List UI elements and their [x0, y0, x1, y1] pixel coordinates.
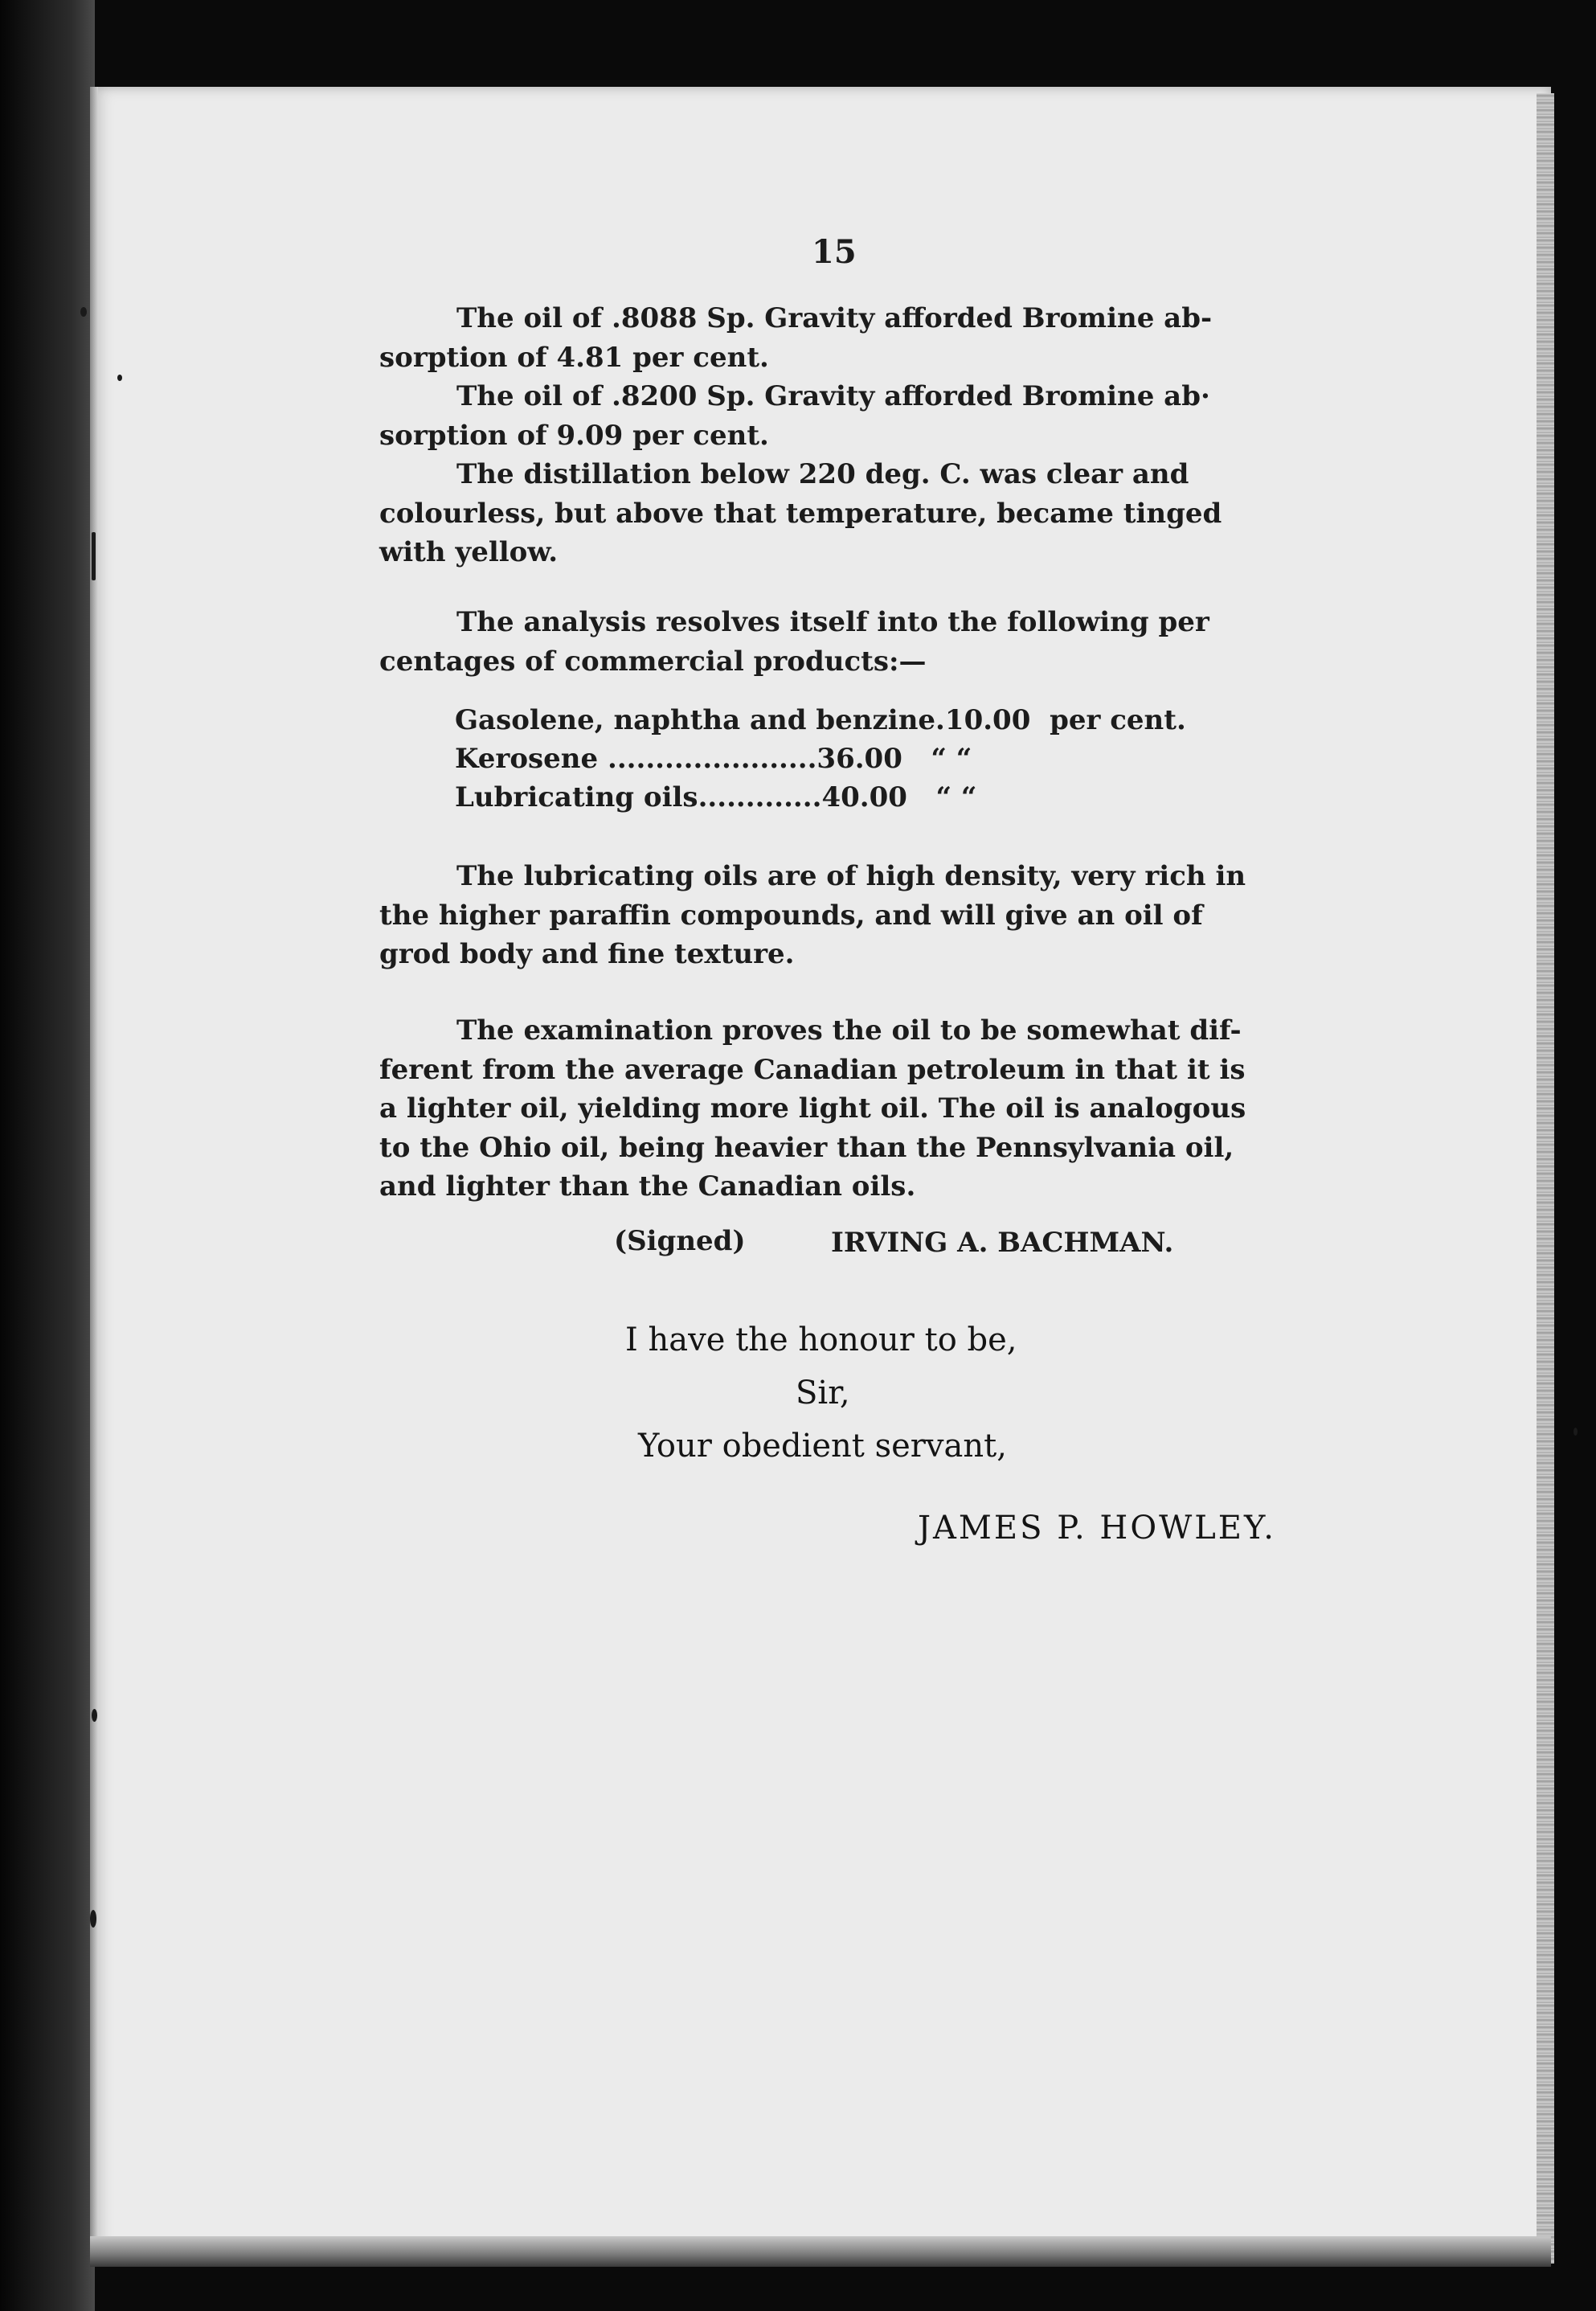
author-name: JAMES P. HOWLEY. [918, 1510, 1276, 1547]
paragraph-examination [379, 1011, 1284, 1207]
text-line: The analysis resolves itself into the following per [456, 606, 1209, 638]
speck [92, 1709, 97, 1722]
text-line: with yellow. [379, 536, 559, 568]
closing-line-sir: Sir, [796, 1375, 850, 1412]
paragraph-bromine-8088 [379, 299, 1284, 377]
closing-line-servant: Your obedient servant, [638, 1428, 1007, 1465]
page-number: 15 [812, 233, 857, 271]
product-label: Kerosene ...................... [455, 743, 817, 775]
text-line: The lubricating oils are of high density, very rich in [456, 860, 1246, 892]
paragraph-bromine-8200 [379, 377, 1284, 455]
signatory-name: IRVING A. BACHMAN. [831, 1227, 1174, 1259]
paragraph-analysis [379, 603, 1284, 681]
product-value: 36.00 [816, 743, 902, 775]
product-value: 40.00 [821, 781, 907, 813]
page-fold [90, 87, 98, 2267]
product-unit: per cent. [1050, 704, 1186, 736]
page-right-edge [1537, 93, 1554, 2264]
text-line: The distillation below 220 deg. C. was clear and [456, 458, 1189, 490]
text-line: and lighter than the Canadian oils. [379, 1170, 916, 1203]
text-line: centages of commercial products:— [379, 645, 927, 678]
closing-line-honour: I have the honour to be, [625, 1321, 1017, 1358]
product-value: 10.00 [944, 704, 1031, 736]
paragraph-distillation [379, 455, 1284, 572]
product-row-gasolene [455, 704, 1186, 736]
paragraph-lubricating-oils [379, 857, 1284, 974]
text-line: grod body and fine texture. [379, 938, 795, 970]
text-line: sorption of 9.09 per cent. [379, 419, 769, 452]
text-line: ferent from the average Canadian petroleum in that it is [379, 1053, 1246, 1086]
speck [117, 375, 122, 381]
text-line: the higher paraffin compounds, and will give an oil of [379, 899, 1203, 932]
text-line: colourless, but above that temperature, became tinged [379, 497, 1222, 530]
text-line: The oil of .8200 Sp. Gravity afforded Bromine ab· [456, 380, 1210, 412]
product-row-lubricating [455, 781, 976, 813]
text-line: sorption of 4.81 per cent. [379, 341, 769, 374]
binding-edge [0, 0, 95, 2311]
page-bottom-edge [90, 2236, 1551, 2267]
text-line: to the Ohio oil, being heavier than the Pennsylvania oil, [379, 1131, 1234, 1164]
signed-label: (Signed) [614, 1225, 746, 1257]
product-unit: “ “ [931, 743, 972, 775]
product-unit: “ “ [935, 781, 977, 813]
product-label: Lubricating oils............. [455, 781, 822, 813]
speck [90, 1910, 96, 1928]
product-row-kerosene [455, 743, 972, 775]
speck [92, 532, 96, 580]
speck [1573, 1428, 1578, 1436]
text-line: The oil of .8088 Sp. Gravity afforded Bromine ab- [456, 302, 1213, 334]
text-line: The examination proves the oil to be somewhat dif- [456, 1014, 1242, 1047]
text-line: a lighter oil, yielding more light oil. The oil is analogous [379, 1092, 1246, 1125]
product-label: Gasolene, naphtha and benzine. [455, 704, 945, 736]
speck [80, 307, 87, 317]
